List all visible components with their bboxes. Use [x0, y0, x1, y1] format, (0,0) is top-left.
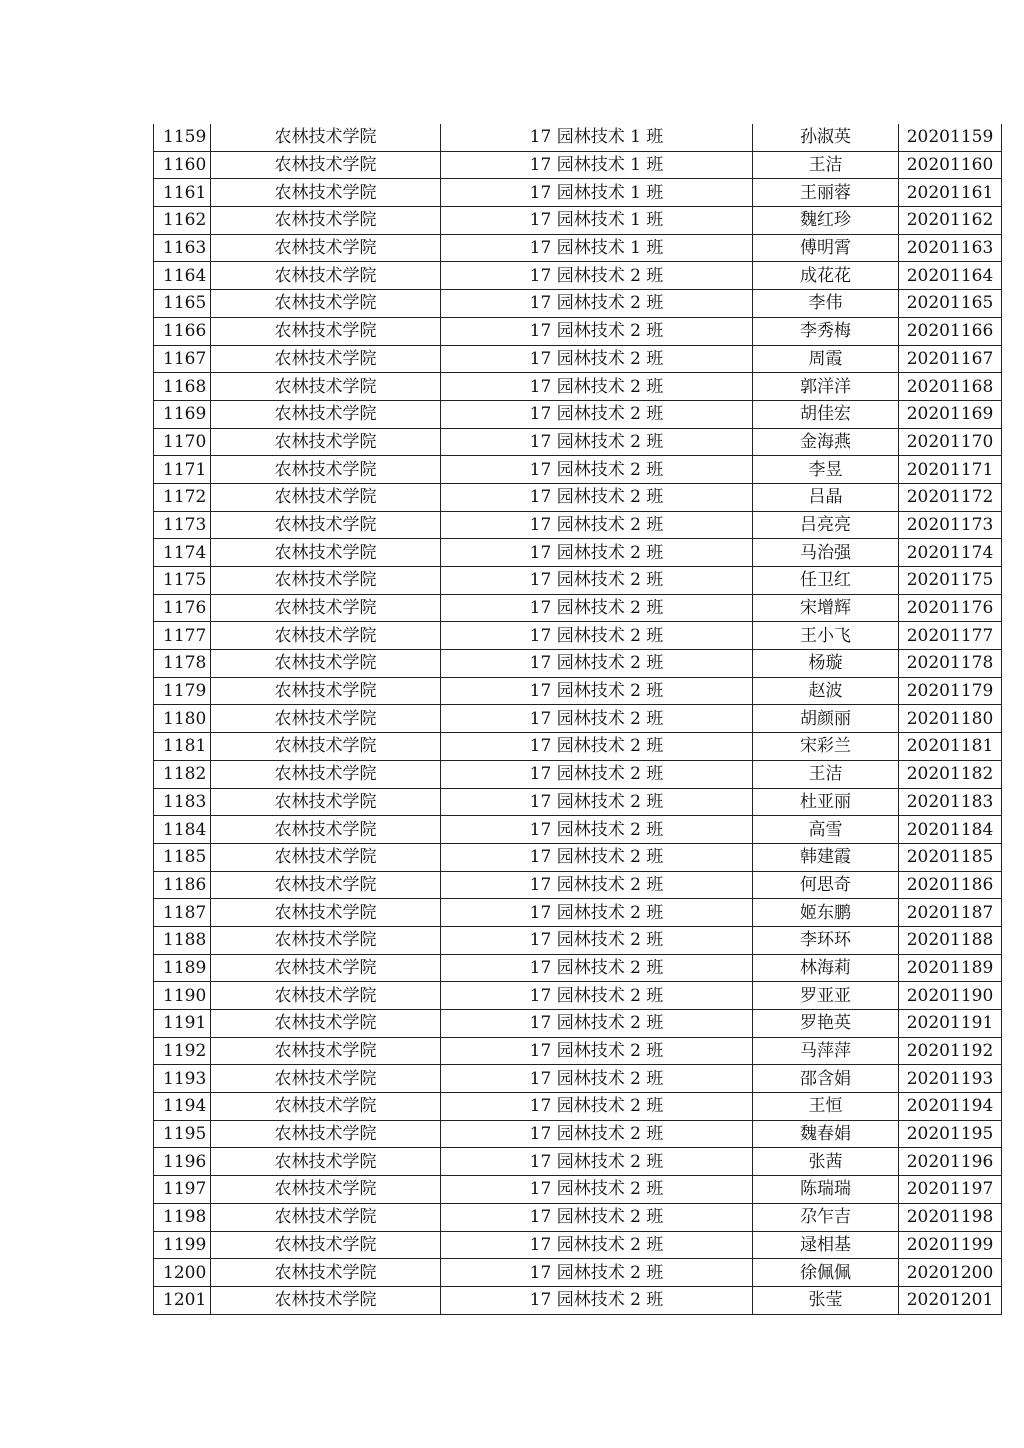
table-row: [154, 539, 1002, 567]
student-id-cell: 20201171: [899, 456, 1002, 484]
table-row: [154, 899, 1002, 927]
college-cell: 农林技术学院: [211, 345, 441, 373]
college-cell: 农林技术学院: [211, 1148, 441, 1176]
row-number-cell: 1178: [154, 650, 211, 678]
student-name-cell: 李伟: [753, 290, 899, 318]
class-cell: 17 园林技术 2 班: [441, 1203, 753, 1231]
student-id-cell: 20201185: [899, 843, 1002, 871]
student-name-cell: 胡颜丽: [753, 705, 899, 733]
student-id-cell: 20201181: [899, 733, 1002, 761]
class-cell: 17 园林技术 2 班: [441, 1259, 753, 1287]
student-id-cell: 20201184: [899, 816, 1002, 844]
college-cell: 农林技术学院: [211, 954, 441, 982]
row-number-cell: 1182: [154, 760, 211, 788]
table-row: [154, 373, 1002, 401]
table-row: [154, 622, 1002, 650]
table-row: [154, 871, 1002, 899]
student-id-cell: 20201164: [899, 262, 1002, 290]
row-number-cell: 1160: [154, 151, 211, 179]
row-number-cell: 1190: [154, 982, 211, 1010]
class-cell: 17 园林技术 2 班: [441, 456, 753, 484]
row-number-cell: 1174: [154, 539, 211, 567]
class-cell: 17 园林技术 2 班: [441, 1010, 753, 1038]
college-cell: 农林技术学院: [211, 539, 441, 567]
college-cell: 农林技术学院: [211, 400, 441, 428]
student-id-cell: 20201166: [899, 317, 1002, 345]
college-cell: 农林技术学院: [211, 677, 441, 705]
table-row: [154, 124, 1002, 151]
student-name-cell: 罗艳英: [753, 1010, 899, 1038]
table-row: [154, 1120, 1002, 1148]
college-cell: 农林技术学院: [211, 234, 441, 262]
row-number-cell: 1184: [154, 816, 211, 844]
college-cell: 农林技术学院: [211, 1093, 441, 1121]
student-id-cell: 20201169: [899, 400, 1002, 428]
student-id-cell: 20201196: [899, 1148, 1002, 1176]
student-name-cell: 王小飞: [753, 622, 899, 650]
row-number-cell: 1183: [154, 788, 211, 816]
row-number-cell: 1198: [154, 1203, 211, 1231]
college-cell: 农林技术学院: [211, 594, 441, 622]
table-row: [154, 1231, 1002, 1259]
student-id-cell: 20201190: [899, 982, 1002, 1010]
row-number-cell: 1201: [154, 1286, 211, 1314]
college-cell: 农林技术学院: [211, 705, 441, 733]
college-cell: 农林技术学院: [211, 650, 441, 678]
student-name-cell: 宋增辉: [753, 594, 899, 622]
class-cell: 17 园林技术 1 班: [441, 151, 753, 179]
row-number-cell: 1197: [154, 1176, 211, 1204]
college-cell: 农林技术学院: [211, 622, 441, 650]
college-cell: 农林技术学院: [211, 733, 441, 761]
class-cell: 17 园林技术 2 班: [441, 982, 753, 1010]
row-number-cell: 1161: [154, 179, 211, 207]
college-cell: 农林技术学院: [211, 456, 441, 484]
row-number-cell: 1167: [154, 345, 211, 373]
student-id-cell: 20201192: [899, 1037, 1002, 1065]
class-cell: 17 园林技术 2 班: [441, 539, 753, 567]
row-number-cell: 1176: [154, 594, 211, 622]
student-name-cell: 李昱: [753, 456, 899, 484]
class-cell: 17 园林技术 2 班: [441, 1286, 753, 1314]
student-id-cell: 20201162: [899, 207, 1002, 235]
student-name-cell: 魏春娟: [753, 1120, 899, 1148]
student-id-cell: 20201199: [899, 1231, 1002, 1259]
student-id-cell: 20201194: [899, 1093, 1002, 1121]
student-id-cell: 20201186: [899, 871, 1002, 899]
class-cell: 17 园林技术 2 班: [441, 788, 753, 816]
student-name-cell: 王恒: [753, 1093, 899, 1121]
college-cell: 农林技术学院: [211, 567, 441, 595]
row-number-cell: 1162: [154, 207, 211, 235]
college-cell: 农林技术学院: [211, 1120, 441, 1148]
student-id-cell: 20201188: [899, 926, 1002, 954]
class-cell: 17 园林技术 2 班: [441, 567, 753, 595]
college-cell: 农林技术学院: [211, 317, 441, 345]
student-id-cell: 20201187: [899, 899, 1002, 927]
row-number-cell: 1181: [154, 733, 211, 761]
college-cell: 农林技术学院: [211, 1176, 441, 1204]
row-number-cell: 1185: [154, 843, 211, 871]
class-cell: 17 园林技术 2 班: [441, 650, 753, 678]
row-number-cell: 1163: [154, 234, 211, 262]
class-cell: 17 园林技术 2 班: [441, 899, 753, 927]
table-row: [154, 705, 1002, 733]
table-row: [154, 345, 1002, 373]
student-id-cell: 20201200: [899, 1259, 1002, 1287]
table-row: [154, 290, 1002, 318]
row-number-cell: 1159: [154, 124, 211, 151]
student-id-cell: 20201159: [899, 124, 1002, 151]
table-row: [154, 1176, 1002, 1204]
class-cell: 17 园林技术 1 班: [441, 207, 753, 235]
row-number-cell: 1200: [154, 1259, 211, 1287]
class-cell: 17 园林技术 2 班: [441, 816, 753, 844]
college-cell: 农林技术学院: [211, 179, 441, 207]
row-number-cell: 1171: [154, 456, 211, 484]
class-cell: 17 园林技术 2 班: [441, 843, 753, 871]
student-id-cell: 20201177: [899, 622, 1002, 650]
class-cell: 17 园林技术 2 班: [441, 345, 753, 373]
class-cell: 17 园林技术 2 班: [441, 428, 753, 456]
student-id-cell: 20201160: [899, 151, 1002, 179]
student-id-cell: 20201197: [899, 1176, 1002, 1204]
student-name-cell: 吕亮亮: [753, 511, 899, 539]
row-number-cell: 1175: [154, 567, 211, 595]
college-cell: 农林技术学院: [211, 151, 441, 179]
student-id-cell: 20201173: [899, 511, 1002, 539]
student-name-cell: 王洁: [753, 151, 899, 179]
college-cell: 农林技术学院: [211, 262, 441, 290]
student-id-cell: 20201165: [899, 290, 1002, 318]
student-id-cell: 20201195: [899, 1120, 1002, 1148]
student-id-cell: 20201178: [899, 650, 1002, 678]
table-row: [154, 982, 1002, 1010]
row-number-cell: 1170: [154, 428, 211, 456]
student-name-cell: 韩建霞: [753, 843, 899, 871]
student-name-cell: 成花花: [753, 262, 899, 290]
table-row: [154, 760, 1002, 788]
student-name-cell: 杨璇: [753, 650, 899, 678]
college-cell: 农林技术学院: [211, 760, 441, 788]
class-cell: 17 园林技术 2 班: [441, 290, 753, 318]
class-cell: 17 园林技术 2 班: [441, 483, 753, 511]
college-cell: 农林技术学院: [211, 124, 441, 151]
table-row: [154, 1259, 1002, 1287]
student-name-cell: 马治强: [753, 539, 899, 567]
table-row: [154, 816, 1002, 844]
table-row: [154, 1203, 1002, 1231]
student-name-cell: 李秀梅: [753, 317, 899, 345]
table-row: [154, 207, 1002, 235]
row-number-cell: 1169: [154, 400, 211, 428]
student-id-cell: 20201179: [899, 677, 1002, 705]
table-row: [154, 677, 1002, 705]
college-cell: 农林技术学院: [211, 899, 441, 927]
class-cell: 17 园林技术 1 班: [441, 179, 753, 207]
student-roster-table: [153, 124, 1002, 1315]
table-row: [154, 428, 1002, 456]
class-cell: 17 园林技术 2 班: [441, 1065, 753, 1093]
student-id-cell: 20201176: [899, 594, 1002, 622]
row-number-cell: 1189: [154, 954, 211, 982]
student-name-cell: 邵含娟: [753, 1065, 899, 1093]
student-name-cell: 魏红珍: [753, 207, 899, 235]
roster-body: [154, 124, 1002, 1314]
student-id-cell: 20201193: [899, 1065, 1002, 1093]
college-cell: 农林技术学院: [211, 428, 441, 456]
college-cell: 农林技术学院: [211, 1259, 441, 1287]
student-id-cell: 20201168: [899, 373, 1002, 401]
class-cell: 17 园林技术 1 班: [441, 234, 753, 262]
student-name-cell: 郭洋洋: [753, 373, 899, 401]
class-cell: 17 园林技术 2 班: [441, 511, 753, 539]
class-cell: 17 园林技术 2 班: [441, 1148, 753, 1176]
class-cell: 17 园林技术 2 班: [441, 262, 753, 290]
table-row: [154, 483, 1002, 511]
table-row: [154, 567, 1002, 595]
student-id-cell: 20201201: [899, 1286, 1002, 1314]
table-row: [154, 317, 1002, 345]
row-number-cell: 1168: [154, 373, 211, 401]
college-cell: 农林技术学院: [211, 926, 441, 954]
class-cell: 17 园林技术 2 班: [441, 373, 753, 401]
row-number-cell: 1188: [154, 926, 211, 954]
row-number-cell: 1179: [154, 677, 211, 705]
student-name-cell: 任卫红: [753, 567, 899, 595]
class-cell: 17 园林技术 2 班: [441, 1037, 753, 1065]
table-row: [154, 234, 1002, 262]
student-name-cell: 李环环: [753, 926, 899, 954]
class-cell: 17 园林技术 2 班: [441, 1093, 753, 1121]
student-name-cell: 周霞: [753, 345, 899, 373]
student-name-cell: 高雪: [753, 816, 899, 844]
class-cell: 17 园林技术 2 班: [441, 760, 753, 788]
table-row: [154, 594, 1002, 622]
student-id-cell: 20201198: [899, 1203, 1002, 1231]
student-id-cell: 20201163: [899, 234, 1002, 262]
table-row: [154, 788, 1002, 816]
student-name-cell: 王洁: [753, 760, 899, 788]
student-id-cell: 20201175: [899, 567, 1002, 595]
class-cell: 17 园林技术 2 班: [441, 1120, 753, 1148]
row-number-cell: 1177: [154, 622, 211, 650]
college-cell: 农林技术学院: [211, 816, 441, 844]
table-row: [154, 179, 1002, 207]
college-cell: 农林技术学院: [211, 982, 441, 1010]
college-cell: 农林技术学院: [211, 1203, 441, 1231]
class-cell: 17 园林技术 2 班: [441, 733, 753, 761]
class-cell: 17 园林技术 2 班: [441, 871, 753, 899]
college-cell: 农林技术学院: [211, 483, 441, 511]
student-name-cell: 杜亚丽: [753, 788, 899, 816]
table-row: [154, 650, 1002, 678]
college-cell: 农林技术学院: [211, 373, 441, 401]
student-name-cell: 徐佩佩: [753, 1259, 899, 1287]
table-row: [154, 954, 1002, 982]
college-cell: 农林技术学院: [211, 788, 441, 816]
class-cell: 17 园林技术 2 班: [441, 1231, 753, 1259]
table-row: [154, 1010, 1002, 1038]
class-cell: 17 园林技术 2 班: [441, 1176, 753, 1204]
college-cell: 农林技术学院: [211, 290, 441, 318]
row-number-cell: 1194: [154, 1093, 211, 1121]
row-number-cell: 1195: [154, 1120, 211, 1148]
college-cell: 农林技术学院: [211, 843, 441, 871]
row-number-cell: 1193: [154, 1065, 211, 1093]
student-name-cell: 陈瑞瑞: [753, 1176, 899, 1204]
row-number-cell: 1192: [154, 1037, 211, 1065]
student-id-cell: 20201183: [899, 788, 1002, 816]
student-name-cell: 胡佳宏: [753, 400, 899, 428]
class-cell: 17 园林技术 2 班: [441, 926, 753, 954]
class-cell: 17 园林技术 2 班: [441, 677, 753, 705]
student-id-cell: 20201161: [899, 179, 1002, 207]
table-row: [154, 400, 1002, 428]
row-number-cell: 1186: [154, 871, 211, 899]
college-cell: 农林技术学院: [211, 511, 441, 539]
student-id-cell: 20201170: [899, 428, 1002, 456]
student-id-cell: 20201180: [899, 705, 1002, 733]
student-name-cell: 宋彩兰: [753, 733, 899, 761]
table-row: [154, 511, 1002, 539]
class-cell: 17 园林技术 2 班: [441, 705, 753, 733]
college-cell: 农林技术学院: [211, 1065, 441, 1093]
student-name-cell: 张茜: [753, 1148, 899, 1176]
row-number-cell: 1196: [154, 1148, 211, 1176]
student-name-cell: 傅明霄: [753, 234, 899, 262]
table-row: [154, 1286, 1002, 1314]
row-number-cell: 1191: [154, 1010, 211, 1038]
table-row: [154, 733, 1002, 761]
student-name-cell: 林海莉: [753, 954, 899, 982]
student-name-cell: 逯相基: [753, 1231, 899, 1259]
table-row: [154, 262, 1002, 290]
table-row: [154, 843, 1002, 871]
table-row: [154, 1065, 1002, 1093]
class-cell: 17 园林技术 2 班: [441, 317, 753, 345]
student-id-cell: 20201182: [899, 760, 1002, 788]
student-id-cell: 20201167: [899, 345, 1002, 373]
student-name-cell: 金海燕: [753, 428, 899, 456]
table-row: [154, 1093, 1002, 1121]
row-number-cell: 1166: [154, 317, 211, 345]
college-cell: 农林技术学院: [211, 1010, 441, 1038]
row-number-cell: 1187: [154, 899, 211, 927]
college-cell: 农林技术学院: [211, 1037, 441, 1065]
student-name-cell: 王丽蓉: [753, 179, 899, 207]
student-name-cell: 马萍萍: [753, 1037, 899, 1065]
student-name-cell: 何思奇: [753, 871, 899, 899]
row-number-cell: 1164: [154, 262, 211, 290]
table-row: [154, 151, 1002, 179]
college-cell: 农林技术学院: [211, 1286, 441, 1314]
row-number-cell: 1172: [154, 483, 211, 511]
college-cell: 农林技术学院: [211, 1231, 441, 1259]
student-id-cell: 20201191: [899, 1010, 1002, 1038]
table-row: [154, 1148, 1002, 1176]
row-number-cell: 1165: [154, 290, 211, 318]
row-number-cell: 1180: [154, 705, 211, 733]
college-cell: 农林技术学院: [211, 207, 441, 235]
college-cell: 农林技术学院: [211, 871, 441, 899]
student-name-cell: 姬东鹏: [753, 899, 899, 927]
class-cell: 17 园林技术 2 班: [441, 400, 753, 428]
row-number-cell: 1199: [154, 1231, 211, 1259]
table-row: [154, 926, 1002, 954]
student-id-cell: 20201174: [899, 539, 1002, 567]
table-row: [154, 1037, 1002, 1065]
class-cell: 17 园林技术 2 班: [441, 622, 753, 650]
student-name-cell: 吕晶: [753, 483, 899, 511]
student-name-cell: 张莹: [753, 1286, 899, 1314]
class-cell: 17 园林技术 2 班: [441, 594, 753, 622]
student-name-cell: 孙淑英: [753, 124, 899, 151]
student-name-cell: 罗亚亚: [753, 982, 899, 1010]
class-cell: 17 园林技术 2 班: [441, 954, 753, 982]
student-name-cell: 赵波: [753, 677, 899, 705]
student-id-cell: 20201172: [899, 483, 1002, 511]
student-id-cell: 20201189: [899, 954, 1002, 982]
row-number-cell: 1173: [154, 511, 211, 539]
table-row: [154, 456, 1002, 484]
class-cell: 17 园林技术 1 班: [441, 124, 753, 151]
student-name-cell: 尕乍吉: [753, 1203, 899, 1231]
